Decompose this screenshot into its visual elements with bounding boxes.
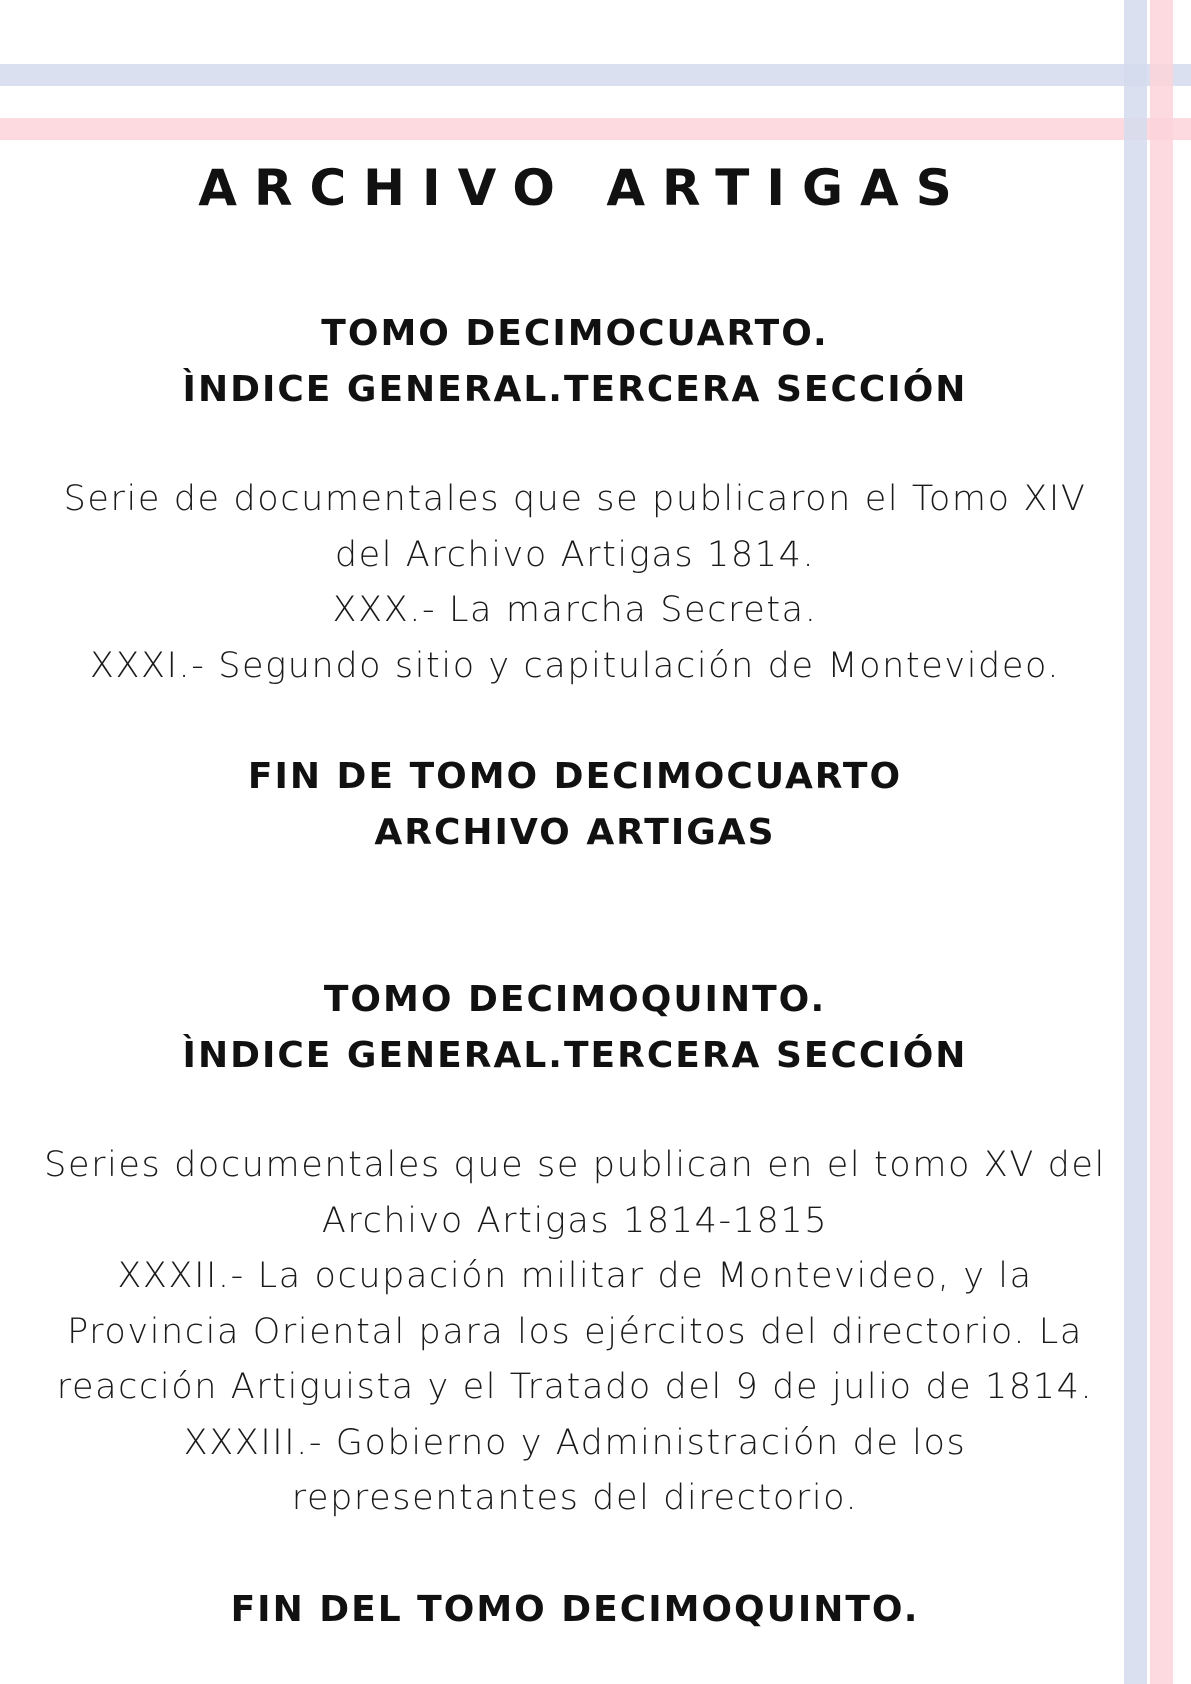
section-2-heading	[0, 972, 1150, 1084]
section-2-end	[0, 1582, 1150, 1638]
section-1-heading	[0, 306, 1150, 418]
section-1-end-line-2: ARCHIVO ARTIGAS	[374, 812, 776, 853]
section-2-body	[0, 1138, 1150, 1527]
section-2-body-line-2: Archivo Artigas 1814-1815	[321, 1200, 829, 1241]
section-2-body-line-5: reacción Artiguista y el Tratado del 9 de julio de 1814.	[56, 1367, 1094, 1407]
section-1-body-line-2: del Archivo Artigas 1814.	[334, 534, 816, 575]
section-2-heading-line-1: TOMO DECIMOQUINTO.	[323, 979, 827, 1020]
section-2-body-line-7: representantes del directorio.	[291, 1478, 859, 1518]
section-1-heading-line-1: TOMO DECIMOCUARTO.	[321, 313, 829, 354]
section-2-body-line-6: XXXIII.- Gobierno y Administración de los	[183, 1422, 967, 1463]
section-1-body-line-1: Serie de documentales que se publicaron el Tomo XIV	[63, 479, 1087, 519]
section-1-body-line-4: XXXI.- Segundo sitio y capitulación de Montevideo.	[89, 645, 1061, 686]
section-1-body	[0, 472, 1150, 694]
section-2-end-line-1: FIN DEL TOMO DECIMOQUINTO.	[230, 1589, 920, 1630]
section-1-end	[0, 749, 1150, 861]
decorative-stripe-vertical-pink	[1150, 0, 1173, 1684]
page-title: ARCHIVO ARTIGAS	[198, 159, 969, 217]
section-1-heading-line-2: ÌNDICE GENERAL.TERCERA SECCIÓN	[182, 369, 968, 410]
section-2-heading-line-2: ÌNDICE GENERAL.TERCERA SECCIÓN	[182, 1035, 968, 1076]
section-2-body-line-3: XXXII.- La ocupación militar de Montevideo, y la	[117, 1256, 1033, 1296]
section-2-body-line-4: Provincia Oriental para los ejércitos del directorio. La	[67, 1311, 1083, 1352]
section-1-end-line-1: FIN DE TOMO DECIMOCUARTO	[247, 756, 903, 797]
section-1-body-line-3: XXX.- La marcha Secreta.	[332, 590, 818, 630]
section-2-body-line-1: Series documentales que se publican en el tomo XV del	[44, 1145, 1106, 1185]
